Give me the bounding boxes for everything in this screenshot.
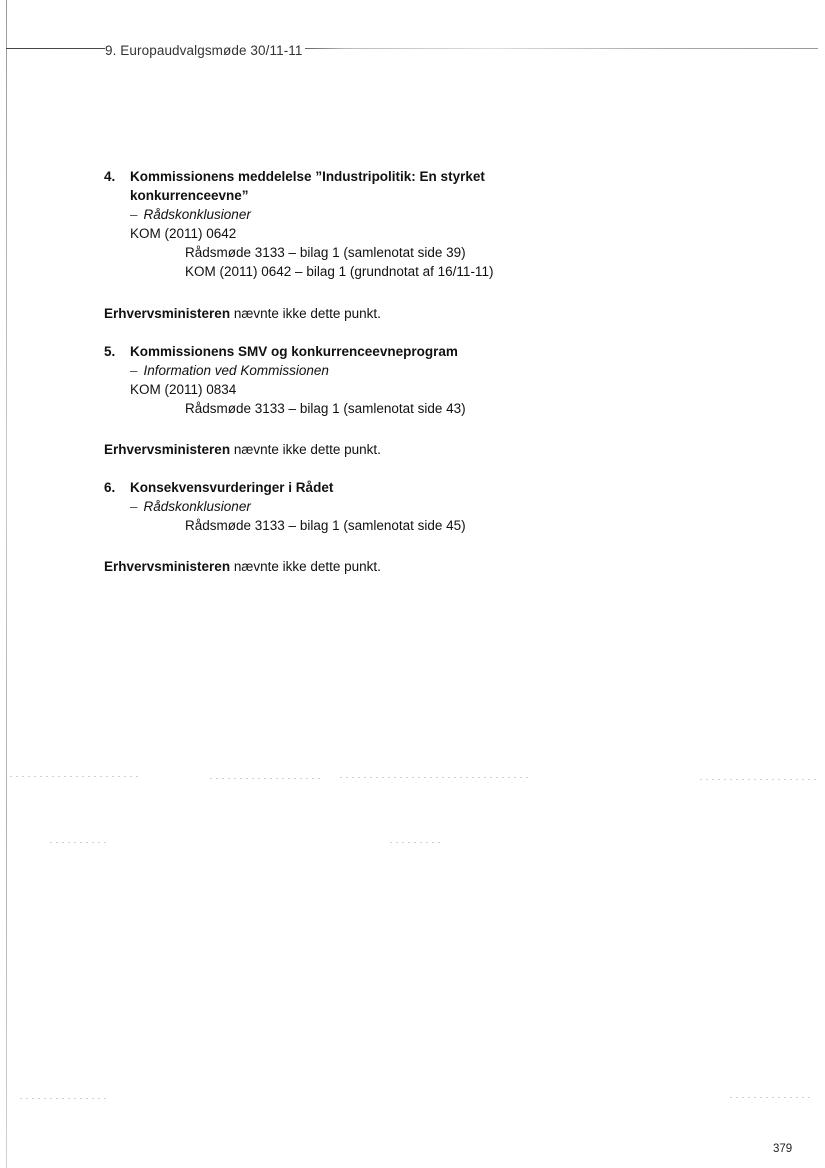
scan-speckle xyxy=(210,778,320,779)
scan-speckle xyxy=(390,842,440,843)
scan-speckle xyxy=(20,1098,110,1099)
minister-name: Erhvervsministeren xyxy=(104,306,231,321)
subtitle-text: Rådskonklusioner xyxy=(143,207,251,222)
minister-statement xyxy=(104,440,381,459)
agenda-item-subtitle xyxy=(104,205,704,224)
scan-speckle xyxy=(340,777,530,778)
agenda-item-title: Konsekvensvurderinger i Rådet xyxy=(130,480,334,495)
agenda-item-6 xyxy=(104,478,704,535)
minister-statement xyxy=(104,304,381,323)
agenda-item-heading xyxy=(104,478,704,497)
scan-speckle xyxy=(700,779,820,780)
minister-statement-text: nævnte ikke dette punkt. xyxy=(230,306,381,321)
scan-speckle xyxy=(730,1097,810,1098)
agenda-item-ref: KOM (2011) 0642 – bilag 1 (grundnotat af 16/11-11) xyxy=(185,264,494,279)
scan-left-edge xyxy=(6,0,7,1168)
agenda-item-number: 4. xyxy=(104,169,116,184)
agenda-item-title: Kommissionens SMV og konkurrenceevneprogram xyxy=(130,344,458,359)
page-number: 379 xyxy=(773,1143,793,1155)
agenda-item-5 xyxy=(104,342,704,418)
minister-name: Erhvervsministeren xyxy=(104,442,231,457)
dash: – xyxy=(130,499,138,514)
minister-statement-text: nævnte ikke dette punkt. xyxy=(230,442,381,457)
minister-name: Erhvervsministeren xyxy=(104,559,231,574)
agenda-item-doc-ref: KOM (2011) 0834 xyxy=(130,382,237,397)
minister-statement-text: nævnte ikke dette punkt. xyxy=(230,559,381,574)
subtitle-text: Rådskonklusioner xyxy=(143,499,251,514)
agenda-item-ref: Rådsmøde 3133 – bilag 1 (samlenotat side 45) xyxy=(185,518,466,533)
scan-speckle xyxy=(50,842,110,843)
agenda-item-heading xyxy=(104,167,704,205)
agenda-item-ref: Rådsmøde 3133 – bilag 1 (samlenotat side 39) xyxy=(185,245,466,260)
agenda-item-number: 6. xyxy=(104,480,116,495)
agenda-item-ref: Rådsmøde 3133 – bilag 1 (samlenotat side 43) xyxy=(185,401,466,416)
agenda-item-number: 5. xyxy=(104,344,116,359)
dash: – xyxy=(130,207,138,222)
agenda-item-4 xyxy=(104,167,704,281)
document-header: 9. Europaudvalgsmøde 30/11-11 xyxy=(105,43,303,58)
agenda-item-subtitle xyxy=(104,497,704,516)
agenda-item-title: Kommissionens meddelelse ”Industripolitik: En styrket konkurrenceevne” xyxy=(130,169,485,203)
minister-statement xyxy=(104,557,381,576)
scan-speckle xyxy=(10,776,140,777)
dash: – xyxy=(130,363,138,378)
agenda-item-doc-ref: KOM (2011) 0642 xyxy=(130,226,237,241)
agenda-item-heading xyxy=(104,342,704,361)
agenda-item-subtitle xyxy=(104,361,704,380)
subtitle-text: Information ved Kommissionen xyxy=(143,363,329,378)
